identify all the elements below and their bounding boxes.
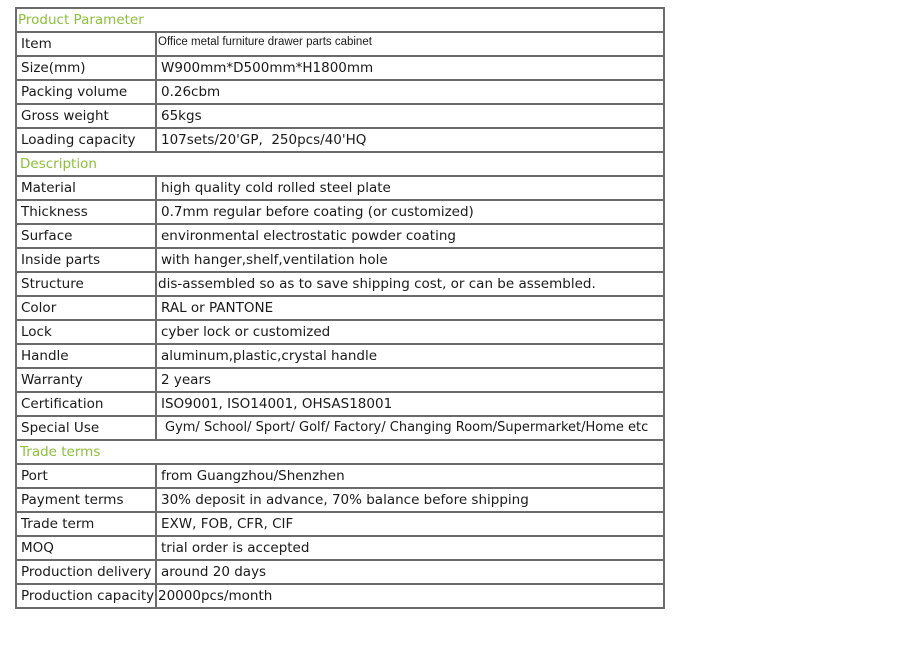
row-value: ISO9001, ISO14001, OHSAS18001: [156, 392, 664, 416]
row-value: Office metal furniture drawer parts cabinet: [156, 32, 664, 56]
row-label: Gross weight: [16, 104, 156, 128]
row-label: Surface: [16, 224, 156, 248]
row-value: dis-assembled so as to save shipping cost, or can be assembled.: [156, 272, 664, 296]
row-label: Item: [16, 32, 156, 56]
table-row: [16, 176, 664, 200]
table-row: [16, 272, 664, 296]
row-label: Packing volume: [16, 80, 156, 104]
row-label: Structure: [16, 272, 156, 296]
table-row: [16, 200, 664, 224]
table-row: [16, 464, 664, 488]
row-label: Handle: [16, 344, 156, 368]
table-row: [16, 224, 664, 248]
table-row: [16, 104, 664, 128]
row-value: Gym/ School/ Sport/ Golf/ Factory/ Changing Room/Supermarket/Home etc: [156, 416, 664, 440]
table-row: [16, 296, 664, 320]
table-row: [16, 560, 664, 584]
section-title-description: Description: [16, 152, 664, 176]
section-header-row: [16, 8, 664, 32]
table-row: [16, 512, 664, 536]
row-label: Trade term: [16, 512, 156, 536]
row-label: Certification: [16, 392, 156, 416]
table-row: [16, 56, 664, 80]
row-value: W900mm*D500mm*H1800mm: [156, 56, 664, 80]
row-value: cyber lock or customized: [156, 320, 664, 344]
table-row: [16, 32, 664, 56]
table-row: [16, 80, 664, 104]
section-header-row: [16, 440, 664, 464]
table-row: [16, 128, 664, 152]
row-label: Inside parts: [16, 248, 156, 272]
row-value: 0.26cbm: [156, 80, 664, 104]
row-value: with hanger,shelf,ventilation hole: [156, 248, 664, 272]
row-label: Special Use: [16, 416, 156, 440]
row-value: RAL or PANTONE: [156, 296, 664, 320]
row-value: trial order is accepted: [156, 536, 664, 560]
table-row: [16, 320, 664, 344]
table-row: [16, 368, 664, 392]
row-value: aluminum,plastic,crystal handle: [156, 344, 664, 368]
row-label: Warranty: [16, 368, 156, 392]
row-value: 0.7mm regular before coating (or customized): [156, 200, 664, 224]
table-row: [16, 344, 664, 368]
row-label: Color: [16, 296, 156, 320]
table-row: [16, 416, 664, 440]
section-title-product-parameter: Product Parameter: [16, 8, 664, 32]
row-value: 2 years: [156, 368, 664, 392]
row-value: 20000pcs/month: [156, 584, 664, 608]
row-label: Material: [16, 176, 156, 200]
section-title-trade-terms: Trade terms: [16, 440, 664, 464]
row-value: from Guangzhou/Shenzhen: [156, 464, 664, 488]
table-row: [16, 392, 664, 416]
row-label: Size(mm): [16, 56, 156, 80]
row-label: MOQ: [16, 536, 156, 560]
row-label: Port: [16, 464, 156, 488]
row-value: 30% deposit in advance, 70% balance before shipping: [156, 488, 664, 512]
row-label: Lock: [16, 320, 156, 344]
product-spec-table: [15, 7, 665, 609]
row-value: high quality cold rolled steel plate: [156, 176, 664, 200]
row-label: Production capacity: [16, 584, 156, 608]
row-value: 65kgs: [156, 104, 664, 128]
row-value: EXW, FOB, CFR, CIF: [156, 512, 664, 536]
row-label: Thickness: [16, 200, 156, 224]
row-value: environmental electrostatic powder coating: [156, 224, 664, 248]
row-value: around 20 days: [156, 560, 664, 584]
section-header-row: [16, 152, 664, 176]
row-label: Payment terms: [16, 488, 156, 512]
table-row: [16, 248, 664, 272]
table-row: [16, 584, 664, 608]
row-label: Loading capacity: [16, 128, 156, 152]
table-row: [16, 536, 664, 560]
table-row: [16, 488, 664, 512]
row-label: Production delivery: [16, 560, 156, 584]
row-value: 107sets/20'GP, 250pcs/40'HQ: [156, 128, 664, 152]
